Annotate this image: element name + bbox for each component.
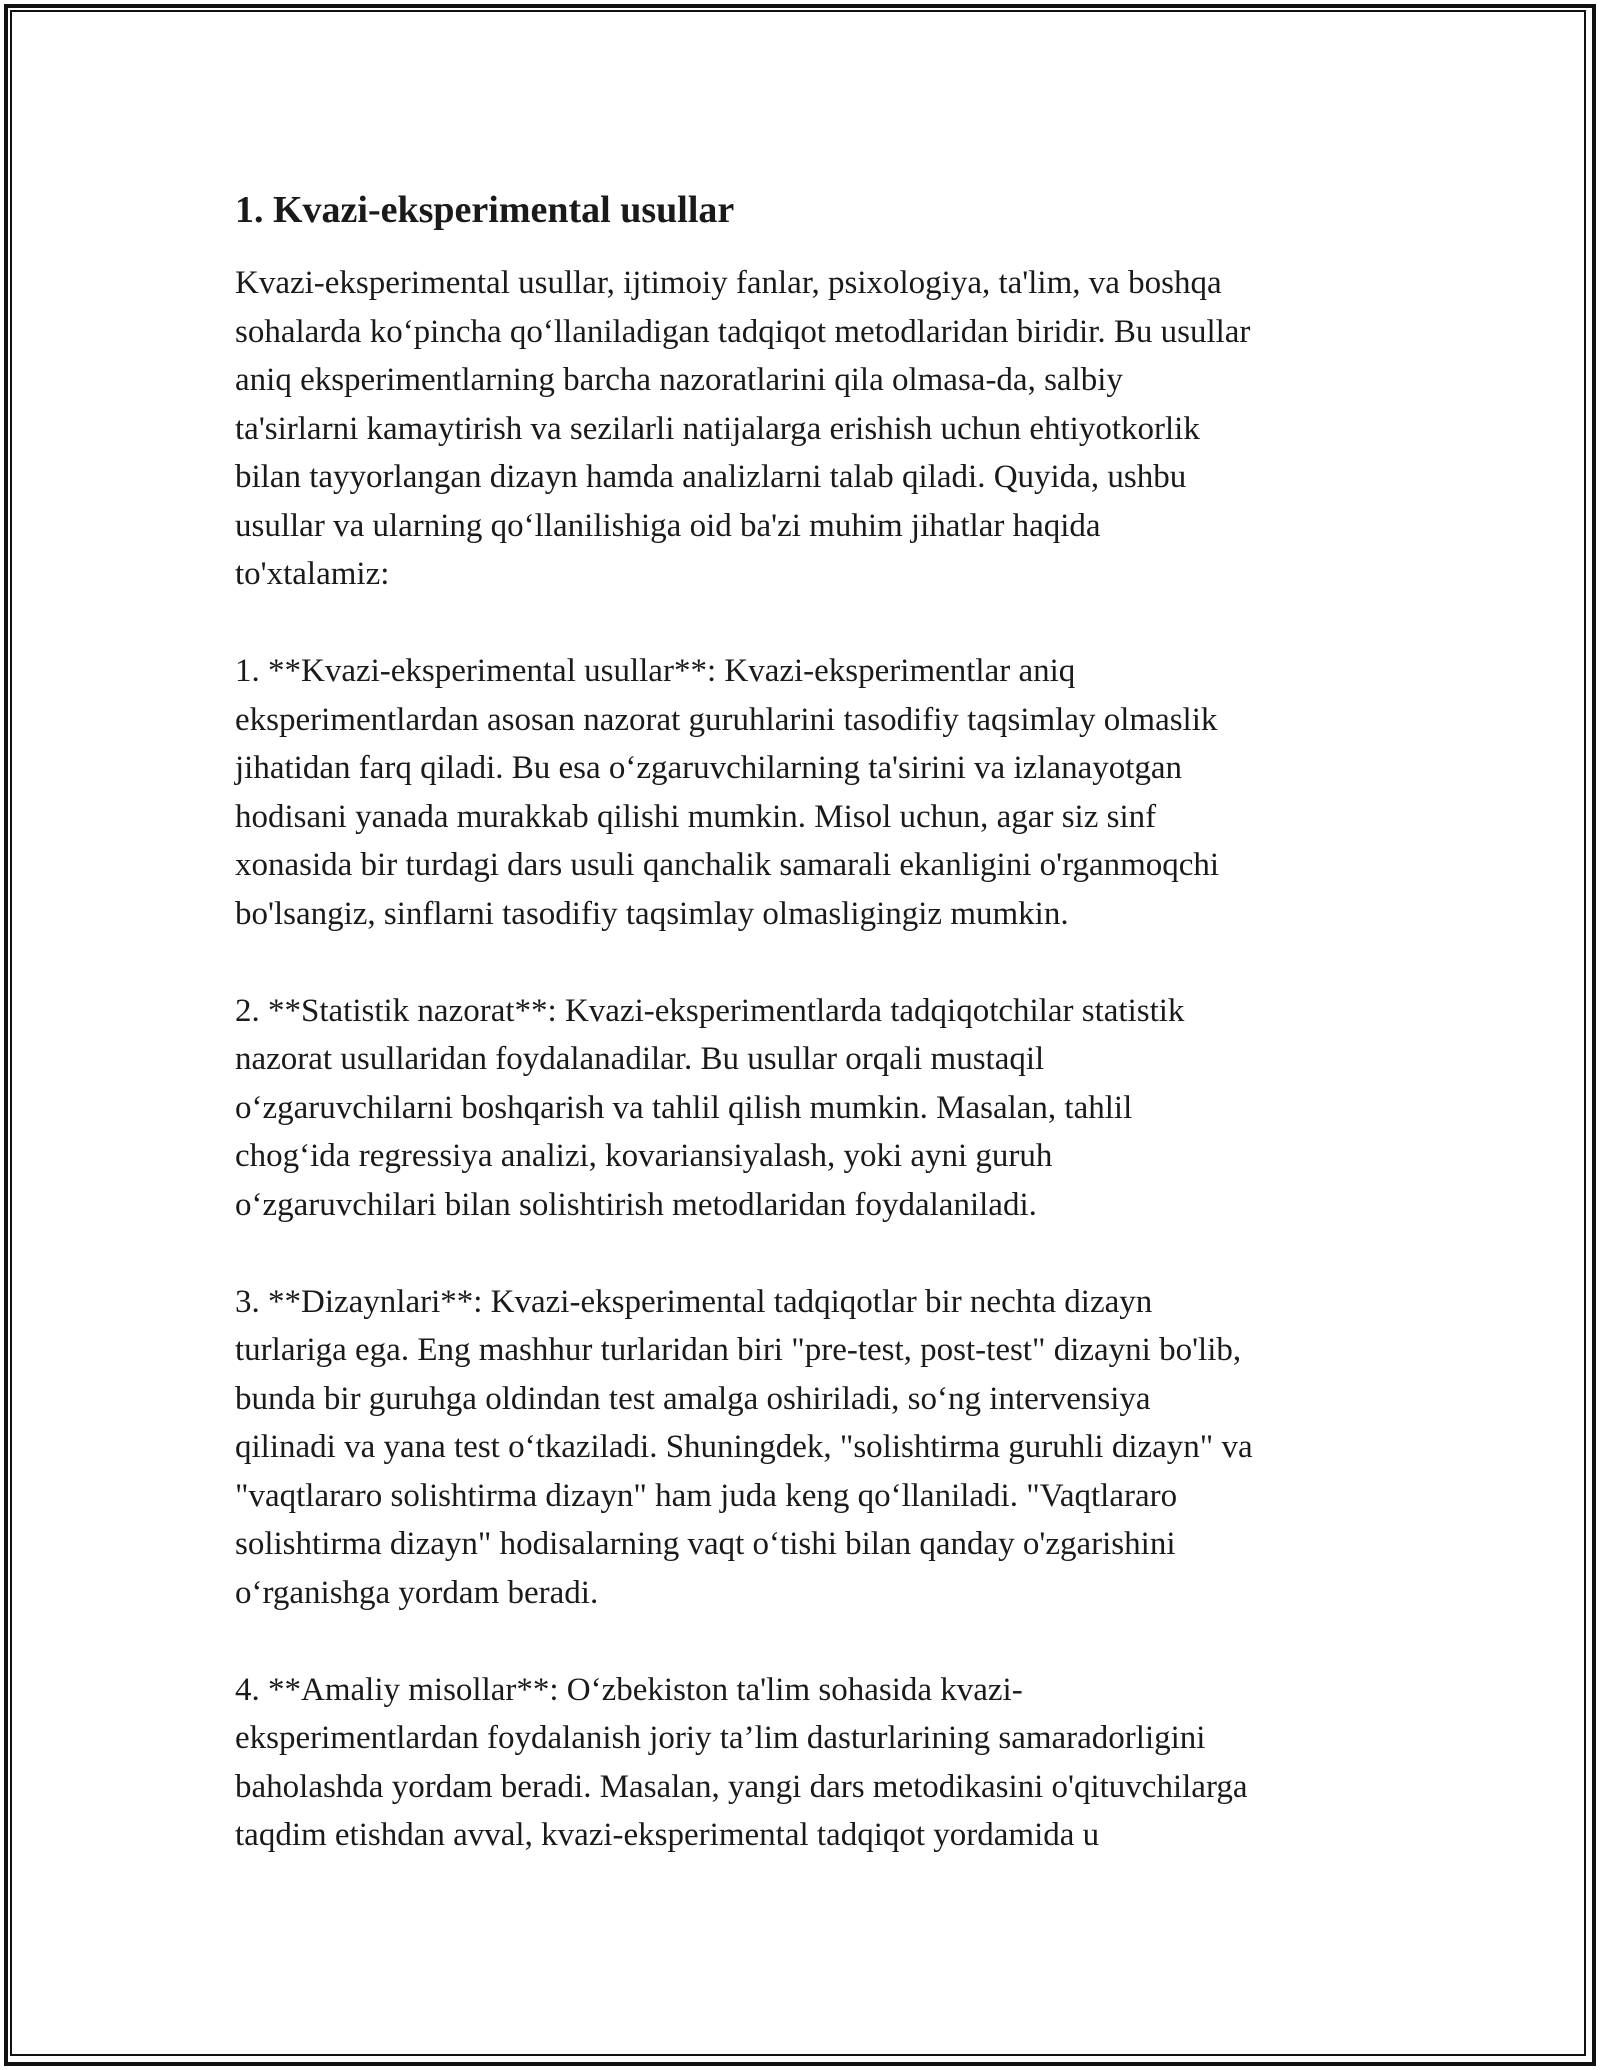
paragraph-item-1: 1. **Kvazi-eksperimental usullar**: Kvazi-eksperimentlar aniq eksperimentlardan asosan nazorat guruhlarini tasodifiy taqsimlay olmaslik jihatidan farq qiladi. Bu esa o‘zgaruvchilarning ta'sirini va izlanayotgan hodisani yanada murakkab qilishi mumkin. Misol uchun, agar siz sinf xonasida bir turdagi dars usuli qanchalik samarali ekanligini o'rganmoqchi bo'lsangiz, sinflarni tasodifiy taqsimlay olmasligingiz mumkin. bbox=[235, 653, 1220, 932]
paragraph-item-2: 2. **Statistik nazorat**: Kvazi-eksperimentlarda tadqiqotchilar statistik nazorat usullaridan foydalanadilar. Bu usullar orqali mustaqil o‘zgaruvchilarni boshqarish va tahlil qilish mumkin. Masalan, tahlil chog‘ida regressiya analizi, kovariansiyalash, yoki ayni guruh o‘zgaruvchilari bilan solishtirish metodlaridan foydalaniladi. bbox=[235, 992, 1185, 1223]
document-body bbox=[235, 185, 1375, 1860]
document-title: 1. Kvazi-eksperimental usullar bbox=[235, 189, 735, 231]
paragraph-item-3: 3. **Dizaynlari**: Kvazi-eksperimental tadqiqotlar bir nechta dizayn turlariga ega. Eng mashhur turlaridan biri "pre-test, post-test" dizayni bo'lib, bunda bir guruhga oldindan test amalga oshiriladi, so‘ng intervensiya qilinadi va yana test o‘tkaziladi. Shuningdek, "solishtirma guruhli dizayn" va "vaqtlararo solishtirma dizayn" ham juda keng qo‘llaniladi. "Vaqtlararo solishtirma dizayn" hodisalarning vaqt o‘tishi bilan qanday o'zgarishini o‘rganishga yordam beradi. bbox=[235, 1283, 1253, 1611]
intro-paragraph: Kvazi-eksperimental usullar, ijtimoiy fanlar, psixologiya, ta'lim, va boshqa sohalarda ko‘pincha qo‘llaniladigan tadqiqot metodlaridan biridir. Bu usullar aniq eksperimentlarning barcha nazoratlarini qila olmasa-da, salbiy ta'sirlarni kamaytirish va sezilarli natijalarga erishish uchun ehtiyotkorlik bilan tayyorlangan dizayn hamda analizlarni talab qiladi. Quyida, ushbu usullar va ularning qo‘llanilishiga oid ba'zi muhim jihatlar haqida to'xtalamiz: bbox=[235, 265, 1251, 592]
paragraph-item-4: 4. **Amaliy misollar**: O‘zbekiston ta'lim sohasida kvazi- eksperimentlardan foydalanish joriy ta’lim dasturlarining samaradorligini baholashda yordam beradi. Masalan, yangi dars metodikasini o'qituvchilarga taqdim etishdan avval, kvazi-eksperimental tadqiqot yordamida u bbox=[235, 1671, 1248, 1853]
